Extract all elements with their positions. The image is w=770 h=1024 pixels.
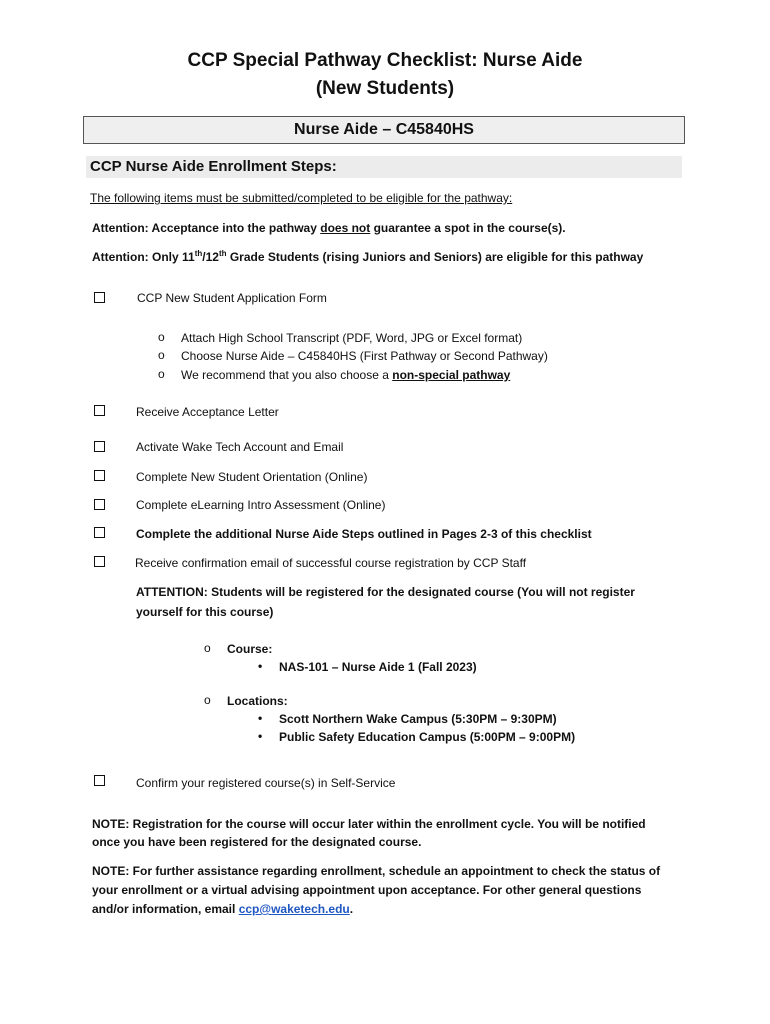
location-item: Public Safety Education Campus (5:00PM – 9:00PM) — [279, 730, 576, 744]
checkbox-additional-steps[interactable] — [94, 527, 105, 538]
checklist-elearning: Complete eLearning Intro Assessment (Online) — [136, 498, 386, 512]
checklist-orientation: Complete New Student Orientation (Online) — [136, 470, 368, 484]
locations-label: Locations: — [227, 694, 288, 708]
hollow-bullet-icon: o — [158, 367, 165, 381]
note-registration-line2: once you have been registered for the designated course. — [92, 835, 422, 849]
checklist-application-form: CCP New Student Application Form — [137, 291, 327, 305]
checkbox-activate-account[interactable] — [94, 441, 105, 452]
checklist-activate-account: Activate Wake Tech Account and Email — [136, 440, 344, 454]
checkbox-confirmation-email[interactable] — [94, 556, 105, 567]
page-subtitle: (New Students) — [315, 78, 455, 99]
hollow-bullet-icon: o — [158, 330, 165, 344]
note-assistance-line2: your enrollment or a virtual advising appointment upon acceptance. For other general questions — [92, 883, 642, 897]
note-assistance-line3: and/or information, email ccp@waketech.edu. — [92, 902, 354, 916]
course-header-box: Nurse Aide – C45840HS — [83, 116, 685, 144]
bullet-icon: • — [258, 729, 263, 743]
attention-registration-line2: yourself for this course) — [136, 605, 274, 619]
bullet-icon: • — [258, 711, 263, 725]
attention-registration-line1: ATTENTION: Students will be registered for the designated course (You will not register — [136, 585, 635, 599]
location-item: Scott Northern Wake Campus (5:30PM – 9:30PM) — [279, 712, 557, 726]
checklist-acceptance-letter: Receive Acceptance Letter — [136, 405, 279, 419]
hollow-bullet-icon: o — [204, 693, 211, 707]
section-heading: CCP Nurse Aide Enrollment Steps: — [86, 156, 682, 178]
note-assistance-line1: NOTE: For further assistance regarding enrollment, schedule an appointment to check the status of — [92, 864, 661, 878]
checkbox-acceptance-letter[interactable] — [94, 405, 105, 416]
checkbox-application-form[interactable] — [94, 292, 105, 303]
checklist-confirmation-email: Receive confirmation email of successful course registration by CCP Staff — [135, 556, 527, 570]
sub-item-choose: Choose Nurse Aide – C45840HS (First Pathway or Second Pathway) — [181, 349, 548, 363]
non-special-pathway-link[interactable]: non-special pathway — [392, 368, 511, 382]
intro-text: The following items must be submitted/completed to be eligible for the pathway: — [90, 191, 513, 205]
course-item: NAS-101 – Nurse Aide 1 (Fall 2023) — [279, 660, 477, 674]
page-title: CCP Special Pathway Checklist: Nurse Aide — [187, 50, 583, 71]
checkbox-orientation[interactable] — [94, 470, 105, 481]
course-label: Course: — [227, 642, 273, 656]
attention-eligibility: Attention: Only 11th/12th Grade Students (rising Juniors and Seniors) are eligible for this pathway — [92, 249, 644, 264]
sub-item-transcript: Attach High School Transcript (PDF, Word, JPG or Excel format) — [181, 331, 523, 345]
hollow-bullet-icon: o — [204, 641, 211, 655]
checkbox-elearning[interactable] — [94, 499, 105, 510]
sub-item-recommend: We recommend that you also choose a non-special pathway — [181, 368, 511, 382]
bullet-icon: • — [258, 659, 263, 673]
note-registration-line1: NOTE: Registration for the course will occur later within the enrollment cycle. You will be notified — [92, 817, 646, 831]
checklist-additional-steps: Complete the additional Nurse Aide Steps outlined in Pages 2-3 of this checklist — [136, 527, 592, 541]
checklist-confirm-courses: Confirm your registered course(s) in Self-Service — [136, 776, 396, 790]
email-link[interactable]: ccp@waketech.edu — [238, 902, 350, 916]
checkbox-confirm-courses[interactable] — [94, 775, 105, 786]
hollow-bullet-icon: o — [158, 348, 165, 362]
attention-acceptance: Attention: Acceptance into the pathway does not guarantee a spot in the course(s). — [92, 221, 566, 235]
